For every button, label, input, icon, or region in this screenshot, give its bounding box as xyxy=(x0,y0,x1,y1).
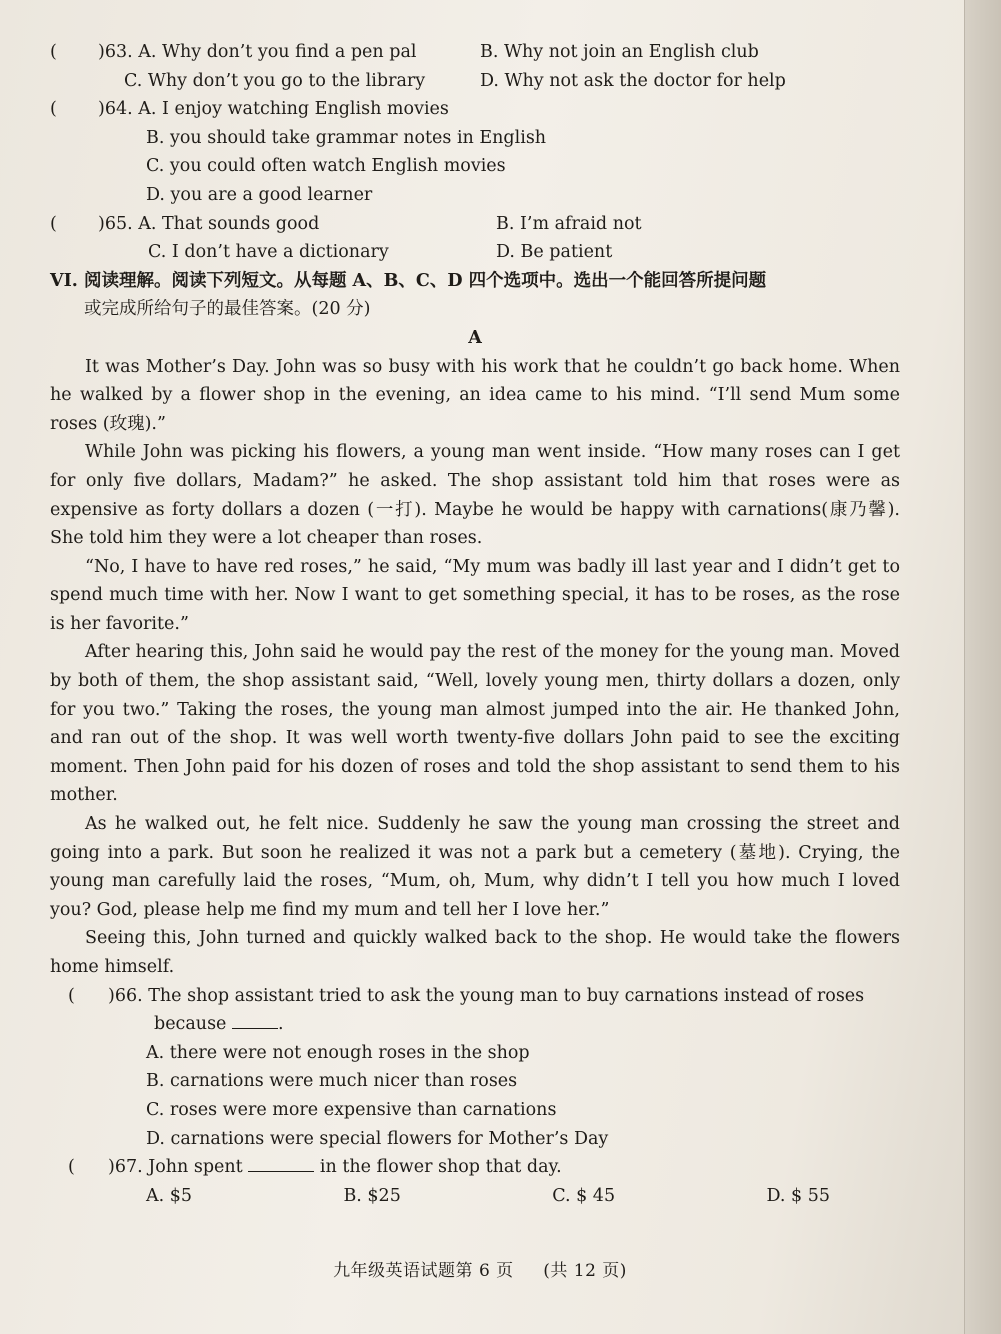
passage-paragraph-3: “No, I have to have red roses,” he said, “My mum was badly ill last year and I didn’t get to spend much time with her. Now I want to get something special, it has to be roses, as the rose is her favorite.” xyxy=(50,556,900,634)
q63-option-c: C. Why don’t you go to the library xyxy=(124,70,426,91)
q63-number: )63. xyxy=(98,42,133,62)
q64-row4 xyxy=(50,181,900,210)
passage-paragraph-2: While John was picking his flowers, a young man went inside. “How many roses can I get for only five dollars, Madam?” he asked. The shop assistant told him that roses were as expensive as forty dollars a dozen (一打). Maybe he would be happy with carnations(康乃馨). She told him they were a lot cheaper than roses. xyxy=(50,442,900,549)
q65-option-a: A. That sounds good xyxy=(138,213,320,234)
q65-paren: ( xyxy=(50,213,57,234)
q65-number: )65. xyxy=(98,213,133,234)
q65-option-c: C. I don’t have a dictionary xyxy=(148,242,389,263)
section-title-line1: VI. 阅读理解。阅读下列短文。从每题 A、B、C、D 四个选项中。选出一个能回答所提问题 xyxy=(50,270,767,291)
footer-total-pages: (共 12 页) xyxy=(543,1261,627,1281)
page-content xyxy=(50,38,900,1210)
q64-number: )64. xyxy=(98,99,133,120)
passage-paragraph-5: As he walked out, he felt nice. Suddenly he saw the young man crossing the street and going into a park. But soon he realized it was not a park but a cemetery (墓地). Crying, the young man carefully laid the roses, “Mum, oh, Mum, why didn’t I tell you how much I loved you? God, please help me find my mum and tell her I love her.” xyxy=(50,814,900,920)
q67-stem-pre: )67. John spent xyxy=(108,1157,243,1178)
q64-option-a: A. I enjoy watching English movies xyxy=(138,99,449,120)
q63-row2 xyxy=(50,67,900,96)
q63-row1 xyxy=(50,38,900,67)
q66-option-c: C. roses were more expensive than carnations xyxy=(146,1099,557,1120)
q64-row1 xyxy=(50,95,900,124)
q67-stem-post: in the flower shop that day. xyxy=(319,1157,562,1178)
q64-option-c: C. you could often watch English movies xyxy=(146,156,506,177)
q64-row3 xyxy=(50,152,900,181)
q64-row2 xyxy=(50,124,900,153)
q65-row1 xyxy=(50,210,900,239)
q67-stem xyxy=(50,1153,900,1182)
footer-page-number: 九年级英语试题第 6 页 xyxy=(333,1261,514,1281)
q67-options xyxy=(50,1182,900,1211)
q63-option-b: B. Why not join an English club xyxy=(480,42,759,62)
q66-answer-blank xyxy=(232,1011,278,1030)
q66-stem-text: )66. The shop assistant tried to ask the young man to buy carnations instead of roses xyxy=(108,985,865,1006)
q66-option-d: D. carnations were special flowers for Mother’s Day xyxy=(146,1128,609,1149)
q67-paren: ( xyxy=(68,1157,75,1178)
passage-paragraph-4: After hearing this, John said he would pay the rest of the money for the young man. Moved by both of them, the shop assistant said, “Well, lovely young men, thirty dollars a dozen, only for you two.” Taking the roses, the young man almost jumped into the air. He thanked John, and ran out of the shop. It was well worth twenty-five dollars John paid to see the exciting moment. Then John paid for his dozen of roses and told the shop assistant to send them to his mother. xyxy=(50,642,900,806)
q66-paren: ( xyxy=(68,985,75,1006)
q65-row2 xyxy=(50,238,900,267)
q66-stem-line2: because . xyxy=(50,1010,900,1039)
next-page-edge xyxy=(964,0,1001,1334)
q66-option-a: A. there were not enough roses in the shop xyxy=(146,1042,530,1063)
q63-option-d: D. Why not ask the doctor for help xyxy=(480,70,786,91)
q67-option-b: B. $25 xyxy=(343,1185,401,1206)
q67-option-c: C. $ 45 xyxy=(552,1185,616,1206)
q67-answer-blank xyxy=(248,1154,314,1173)
section-title-line2: 或完成所给句子的最佳答案。(20 分) xyxy=(84,299,371,320)
q67-option-d: D. $ 55 xyxy=(766,1185,830,1206)
passage-paragraph-1: It was Mother’s Day. John was so busy with his work that he couldn’t go back home. When he walked by a flower shop in the evening, an idea came to his mind. “I’ll send Mum some roses (玫瑰).” xyxy=(50,356,900,434)
q65-option-b: B. I’m afraid not xyxy=(496,213,642,234)
q63-option-a: A. Why don’t you find a pen pal xyxy=(138,42,417,62)
q67-option-a: A. $5 xyxy=(146,1185,193,1206)
q64-paren: ( xyxy=(50,99,57,120)
q65-option-d: D. Be patient xyxy=(496,242,613,263)
q64-option-b: B. you should take grammar notes in English xyxy=(146,127,547,148)
q66-stem2: because xyxy=(154,1014,227,1035)
passage-label: A xyxy=(468,327,482,348)
q64-option-d: D. you are a good learner xyxy=(146,184,373,205)
q63-paren: ( xyxy=(50,42,57,62)
page-footer xyxy=(0,1256,960,1281)
passage-paragraph-6: Seeing this, John turned and quickly walked back to the shop. He would take the flowers home himself. xyxy=(50,928,900,977)
q66-stem xyxy=(50,982,900,1011)
q66-option-b: B. carnations were much nicer than roses xyxy=(146,1071,518,1092)
